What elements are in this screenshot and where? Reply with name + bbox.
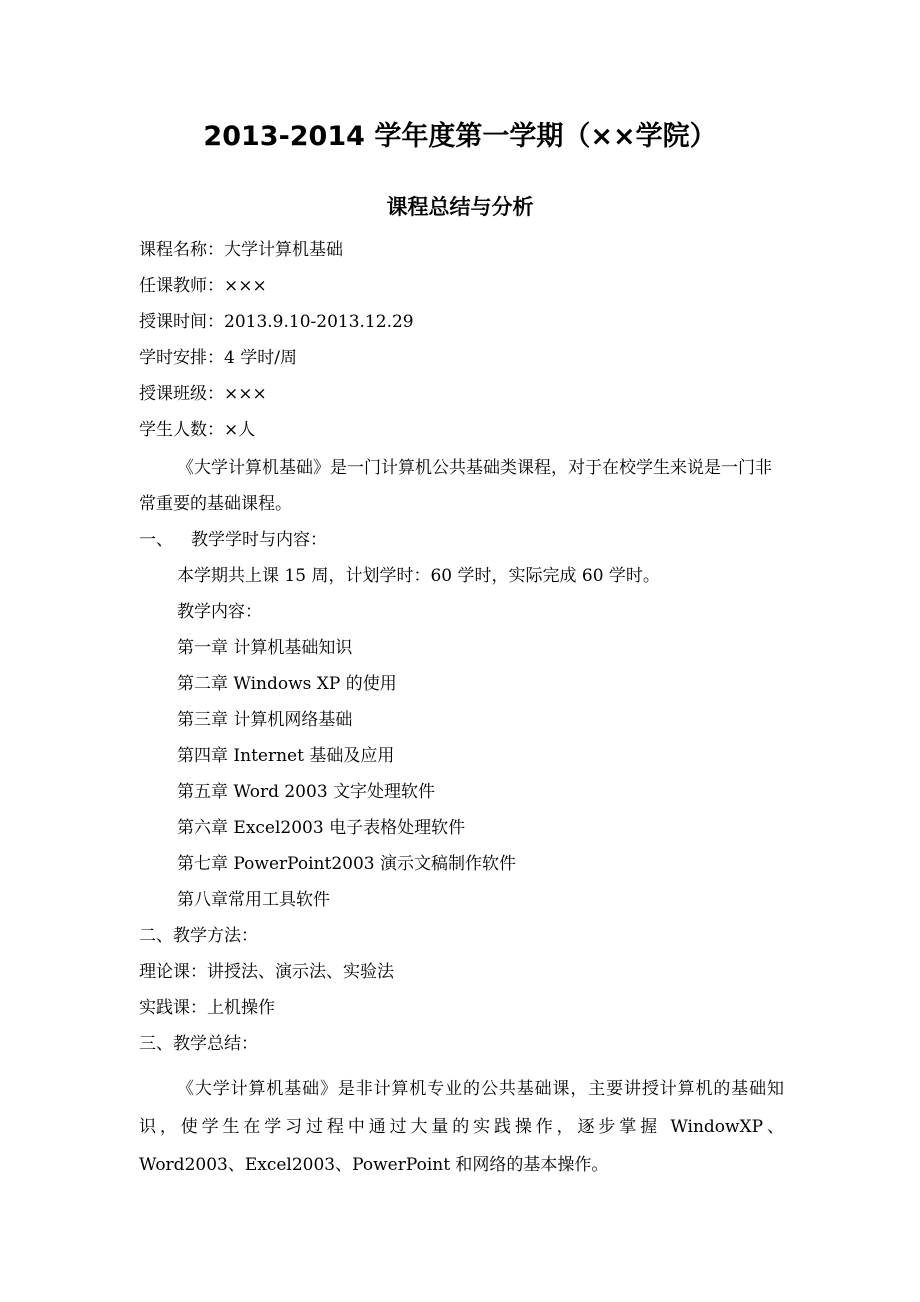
section-1-hours: 本学期共上课 15 周，计划学时：60 学时，实际完成 60 学时。: [177, 566, 660, 586]
info-value: 大学计算机基础: [224, 240, 343, 260]
info-value: ×××: [224, 276, 267, 296]
section-1-content-label: 教学内容：: [177, 602, 262, 622]
info-class: [139, 376, 784, 412]
section-2-practice: 实践课：上机操作: [139, 998, 275, 1018]
section-3-heading: 三、教学总结：: [139, 1034, 258, 1054]
intro-paragraph: 《大学计算机基础》是一门计算机公共基础类课程，对于在校学生来说是一门非常重要的基础课程。: [139, 458, 772, 514]
info-time: [139, 304, 784, 340]
chapter-item: 第一章 计算机基础知识: [177, 638, 353, 658]
info-label: 学生人数：: [139, 420, 224, 440]
section-3-paragraph: 《大学计算机基础》是非计算机专业的公共基础课，主要讲授计算机的基础知识，使学生在学习过程中通过大量的实践操作，逐步掌握 WindowXP、Word2003、Excel2003、PowerPoint 和网络的基本操作。: [139, 1079, 784, 1175]
info-value: 2013.9.10-2013.12.29: [224, 312, 414, 332]
chapter-item: 第六章 Excel2003 电子表格处理软件: [177, 818, 466, 838]
info-label: 任课教师：: [139, 276, 224, 296]
info-teacher: [139, 268, 784, 304]
info-value: 4 学时/周: [224, 348, 297, 368]
section-1-heading: [139, 522, 784, 558]
chapter-item: 第四章 Internet 基础及应用: [177, 746, 395, 766]
info-students: [139, 412, 784, 448]
section-title: 教学学时与内容：: [191, 530, 327, 550]
chapter-item: 第三章 计算机网络基础: [177, 710, 353, 730]
section-number: 一、: [139, 530, 173, 550]
document-subtitle: 课程总结与分析: [386, 195, 534, 219]
info-hours: [139, 340, 784, 376]
info-label: 学时安排：: [139, 348, 224, 368]
chapter-item: 第八章常用工具软件: [177, 890, 330, 910]
info-value: ×人: [224, 420, 256, 440]
info-value: ×××: [224, 384, 267, 404]
document-title: 2013-2014 学年度第一学期（××学院）: [203, 121, 717, 152]
chapter-item: 第二章 Windows XP 的使用: [177, 674, 397, 694]
info-label: 课程名称：: [139, 240, 224, 260]
section-2-heading: 二、教学方法：: [139, 926, 258, 946]
info-label: 授课时间：: [139, 312, 224, 332]
chapter-item: 第五章 Word 2003 文字处理软件: [177, 782, 436, 802]
chapter-item: 第七章 PowerPoint2003 演示文稿制作软件: [177, 854, 516, 874]
document-body: [139, 232, 784, 1184]
section-2-theory: 理论课：讲授法、演示法、实验法: [139, 962, 394, 982]
info-course-name: [139, 232, 784, 268]
info-label: 授课班级：: [139, 384, 224, 404]
